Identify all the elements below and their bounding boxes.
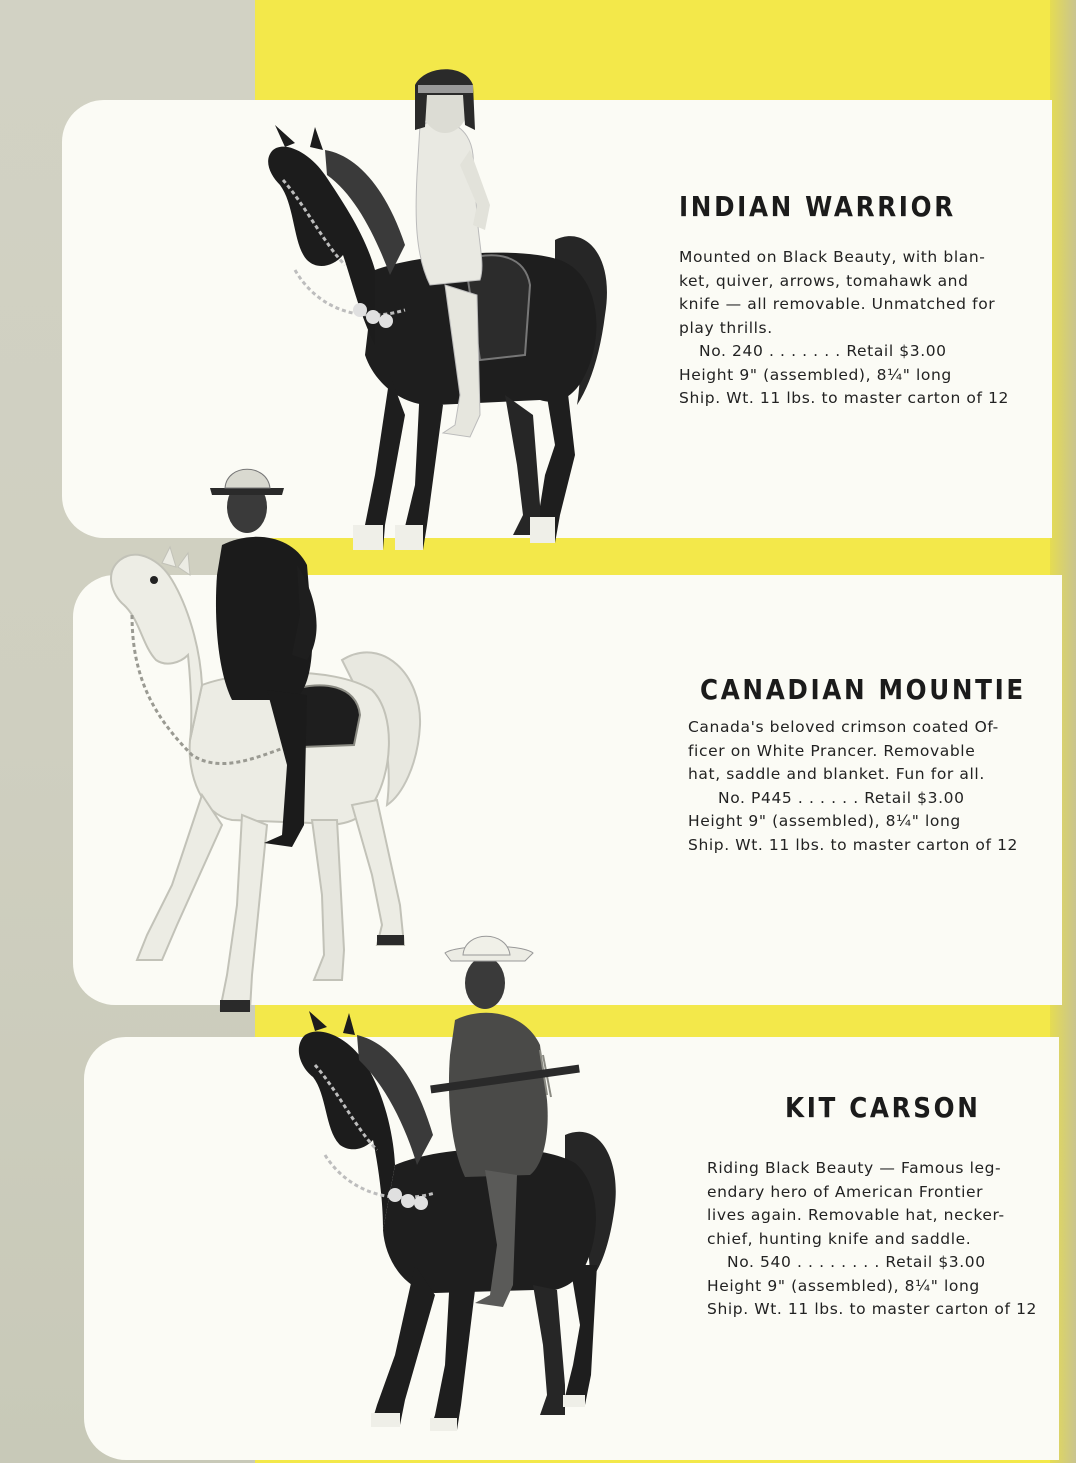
description-line: knife — all removable. Unmatched for [679, 295, 996, 313]
description-line: ficer on White Prancer. Removable [688, 741, 976, 760]
product-description-canadian-mountie [688, 716, 1018, 857]
product-description-indian-warrior [679, 246, 1009, 411]
description-line: play thrills. [679, 318, 773, 337]
catalog-number-price: No. 240 . . . . . . . Retail $3.00 [699, 342, 947, 360]
description-line: endary hero of American Frontier [707, 1182, 984, 1201]
size-spec: Height 9" (assembled), 8¼" long [707, 1276, 980, 1295]
description-line: chief, hunting knife and saddle. [707, 1229, 972, 1248]
size-spec: Height 9" (assembled), 8¼" long [688, 812, 961, 830]
shipping-spec: Ship. Wt. 11 lbs. to master carton of 12 [707, 1300, 1038, 1318]
size-spec: Height 9" (assembled), 8¼" long [679, 365, 952, 384]
product-title-indian-warrior: INDIAN WARRIOR [679, 190, 956, 223]
description-line: ket, quiver, arrows, tomahawk and [679, 271, 969, 290]
description-line: Canada's beloved crimson coated Of- [688, 718, 999, 736]
description-line: hat, saddle and blanket. Fun for all. [688, 765, 985, 783]
description-line: lives again. Removable hat, necker- [707, 1206, 1005, 1224]
product-description-kit-carson [707, 1157, 1037, 1322]
product-title-kit-carson: KIT CARSON [785, 1091, 981, 1124]
shipping-spec: Ship. Wt. 11 lbs. to master carton of 12 [688, 835, 1019, 854]
catalog-number-price: No. P445 . . . . . . Retail $3.00 [718, 788, 965, 807]
shipping-spec: Ship. Wt. 11 lbs. to master carton of 12 [679, 389, 1010, 407]
kit-carson-figure-illustration [285, 925, 625, 1445]
description-line: Mounted on Black Beauty, with blan- [679, 248, 986, 266]
catalog-number-price: No. 540 . . . . . . . . Retail $3.00 [727, 1253, 986, 1271]
description-line: Riding Black Beauty — Famous leg- [707, 1159, 1002, 1177]
product-title-canadian-mountie: CANADIAN MOUNTIE [700, 673, 1026, 706]
